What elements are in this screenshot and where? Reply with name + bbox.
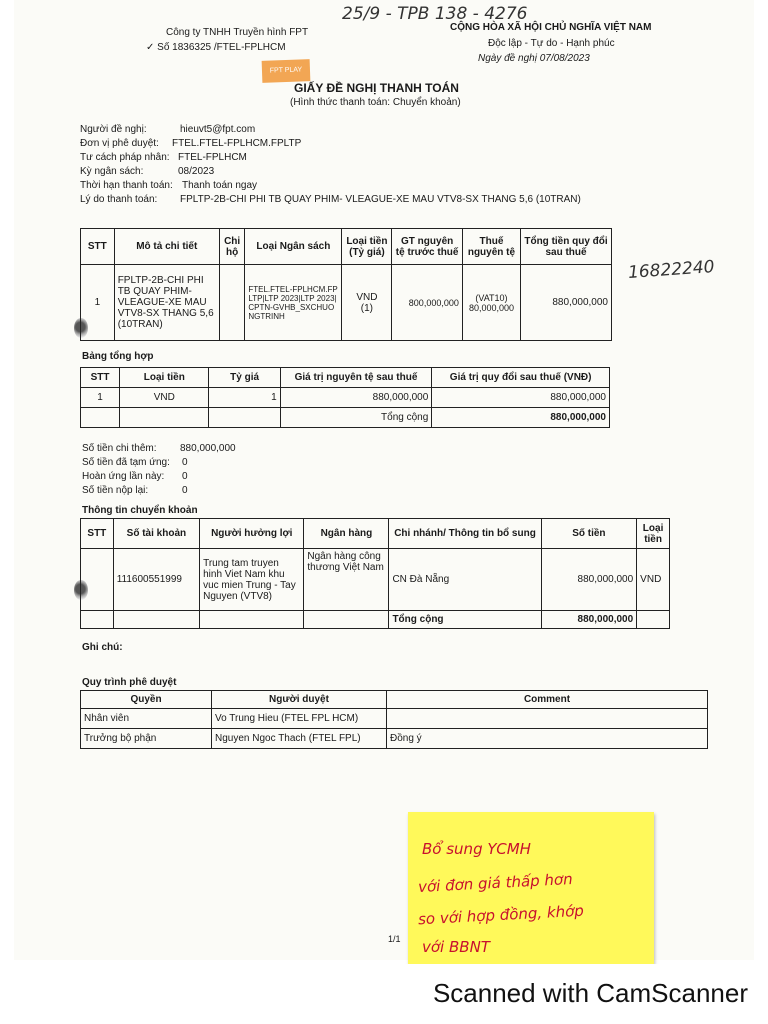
detail-tax: 80,000,000 — [468, 302, 514, 313]
approval-table — [80, 690, 708, 749]
approval-col-approver: Người duyệt — [212, 691, 387, 709]
info-value-reason: FPLTP-2B-CHI PHI TB QUAY PHIM- VLEAGUE-XE MAU VTV8-SX THANG 5,6 (10TRAN) — [180, 194, 581, 205]
detail-tax-label: (VAT10) — [475, 292, 508, 303]
amount-value-advance: 0 — [182, 457, 188, 468]
transfer-col-beneficiary: Người hưởng lợi — [200, 519, 304, 549]
info-value-budget-period: 08/2023 — [178, 166, 215, 177]
transfer-table — [80, 518, 670, 629]
info-label-deadline: Thời hạn thanh toán: — [80, 180, 173, 191]
amount-label-return: Số tiền nộp lại: — [82, 485, 149, 496]
amount-value-return: 0 — [182, 485, 188, 496]
approval-header-row — [81, 691, 708, 709]
col-pre-tax: GT nguyên tệ trước thuế — [392, 229, 462, 265]
detail-rate: (1) — [360, 302, 373, 314]
amount-value-extra: 880,000,000 — [180, 443, 236, 454]
company-doc-number: ✓ Số 1836325 /FTEL-FPLHCM — [146, 42, 286, 53]
handwritten-reference: 25/9 - TPB 138 - 4276 — [342, 4, 528, 24]
summary-empty-3 — [209, 408, 280, 428]
detail-pre-tax: 800,000,000 — [392, 265, 462, 341]
summary-value: 880,000,000 — [280, 388, 432, 408]
summary-col-rate: Tỷ giá — [209, 368, 280, 388]
transfer-empty-1 — [81, 611, 114, 629]
transfer-empty-5 — [637, 611, 670, 629]
detail-total: 880,000,000 — [521, 265, 612, 341]
approval-approver: Nguyen Ngoc Thach (FTEL FPL) — [212, 729, 387, 749]
motto: Độc lập - Tự do - Hạnh phúc — [488, 38, 615, 49]
request-date: Ngày đề nghị 07/08/2023 — [478, 53, 590, 64]
summary-stt: 1 — [81, 388, 120, 408]
summary-row — [81, 388, 610, 408]
summary-empty-1 — [81, 408, 120, 428]
handwritten-amount: 16822240 — [627, 257, 716, 283]
transfer-total-label: Tổng cộng — [389, 611, 541, 629]
info-value-unit: FTEL.FTEL-FPLHCM.FPLTP — [172, 138, 302, 149]
transfer-col-account: Số tài khoản — [113, 519, 199, 549]
summary-col-stt: STT — [81, 368, 120, 388]
notes-label: Ghi chú: — [82, 642, 123, 653]
info-value-legal: FTEL-FPLHCM — [178, 152, 247, 163]
info-label-legal: Tư cách pháp nhân: — [80, 152, 170, 163]
fpt-play-stamp — [262, 59, 311, 83]
summary-total-row — [81, 408, 610, 428]
summary-col-value: Giá trị nguyên tệ sau thuế — [280, 368, 432, 388]
sticky-line-1: Bổ sung YCMH — [422, 840, 531, 858]
transfer-empty-4 — [304, 611, 389, 629]
transfer-branch: CN Đà Nẵng — [389, 549, 541, 611]
detail-stt: 1 — [81, 265, 115, 341]
sticky-note — [408, 812, 654, 964]
col-total: Tổng tiền quy đổi sau thuế — [521, 229, 612, 265]
transfer-empty-3 — [200, 611, 304, 629]
detail-tax-cell — [462, 265, 520, 341]
amount-label-extra: Số tiền chi thêm: — [82, 443, 157, 454]
detail-currency-cell — [342, 265, 392, 341]
approval-row — [81, 709, 708, 729]
summary-col-currency: Loại tiền — [120, 368, 209, 388]
summary-col-converted: Giá trị quy đổi sau thuế (VNĐ) — [432, 368, 610, 388]
col-budget-type: Loại Ngân sách — [245, 229, 342, 265]
transfer-col-stt: STT — [81, 519, 114, 549]
summary-total: 880,000,000 — [432, 408, 610, 428]
summary-total-label: Tổng cộng — [280, 408, 432, 428]
detail-chi-ho — [219, 265, 245, 341]
transfer-row — [81, 549, 670, 611]
amount-label-advance: Số tiền đã tạm ứng: — [82, 457, 170, 468]
transfer-account: 111600551999 — [113, 549, 199, 611]
stamp-text: FPT PLAY — [269, 66, 303, 75]
transfer-stt — [81, 549, 114, 611]
company-name: Công ty TNHH Truyền hình FPT — [166, 27, 309, 38]
summary-header-row — [81, 368, 610, 388]
detail-row — [81, 265, 612, 341]
detail-table — [80, 228, 612, 341]
detail-budget: FTEL.FTEL-FPLHCM.FPLTP|LTP 2023|LTP 2023|CPTN-GVHB_SXCHUONGTRINH — [245, 265, 342, 341]
sticky-line-4: với BBNT — [422, 938, 490, 956]
col-stt: STT — [81, 229, 115, 265]
summary-rate: 1 — [209, 388, 280, 408]
nation-title: CỘNG HÒA XÃ HỘI CHỦ NGHĨA VIỆT NAM — [450, 22, 652, 33]
sticky-line-2: với đơn giá thấp hơn — [417, 869, 574, 897]
camscanner-watermark: Scanned with CamScanner — [432, 978, 748, 1008]
approval-comment — [387, 709, 708, 729]
amount-value-refund: 0 — [182, 471, 188, 482]
info-label-reason: Lý do thanh toán: — [80, 194, 158, 205]
payment-method: (Hình thức thanh toán: Chuyển khoản) — [290, 97, 461, 108]
summary-heading: Bảng tổng hợp — [82, 351, 154, 362]
detail-description: FPLTP-2B-CHI PHI TB QUAY PHIM-VLEAGUE-XE MAU VTV8-SX THANG 5,6 (10TRAN) — [114, 265, 219, 341]
col-description: Mô tả chi tiết — [114, 229, 219, 265]
summary-table — [80, 367, 610, 428]
detail-header-row — [81, 229, 612, 265]
summary-empty-2 — [120, 408, 209, 428]
approval-row — [81, 729, 708, 749]
approval-role: Trưởng bộ phận — [81, 729, 212, 749]
transfer-amount: 880,000,000 — [541, 549, 637, 611]
transfer-col-amount: Số tiền — [541, 519, 637, 549]
summary-currency: VND — [120, 388, 209, 408]
approval-col-comment: Comment — [387, 691, 708, 709]
info-label-budget-period: Kỳ ngân sách: — [80, 166, 144, 177]
col-chi-ho: Chi hộ — [219, 229, 245, 265]
approval-approver: Vo Trung Hieu (FTEL FPL HCM) — [212, 709, 387, 729]
info-value-deadline: Thanh toán ngay — [182, 180, 258, 191]
transfer-currency: VND — [637, 549, 670, 611]
approval-heading: Quy trình phê duyệt — [82, 677, 177, 688]
approval-role: Nhân viên — [81, 709, 212, 729]
summary-converted: 880,000,000 — [432, 388, 610, 408]
transfer-total-row — [81, 611, 670, 629]
info-label-unit: Đơn vị phê duyệt: — [80, 138, 159, 149]
transfer-bank: Ngân hàng công thương Việt Nam — [304, 549, 389, 611]
page-number: 1/1 — [388, 934, 401, 944]
info-value-requester: hieuvt5@fpt.com — [180, 124, 256, 135]
col-tax: Thuế nguyên tệ — [462, 229, 520, 265]
info-label-requester: Người đề nghị: — [80, 124, 147, 135]
approval-comment: Đồng ý — [387, 729, 708, 749]
col-currency: Loại tiền (Tỷ giá) — [342, 229, 392, 265]
transfer-col-branch: Chi nhánh/ Thông tin bổ sung — [389, 519, 541, 549]
transfer-total: 880,000,000 — [541, 611, 637, 629]
detail-currency: VND — [356, 291, 378, 303]
approval-col-role: Quyền — [81, 691, 212, 709]
transfer-empty-2 — [113, 611, 199, 629]
amount-label-refund: Hoàn ứng lần này: — [82, 471, 165, 482]
sticky-line-3: so với hợp đồng, khớp — [417, 901, 585, 929]
transfer-col-bank: Ngân hàng — [304, 519, 389, 549]
transfer-beneficiary: Trung tam truyen hinh Viet Nam khu vuc mien Trung - Tay Nguyen (VTV8) — [200, 549, 304, 611]
transfer-header-row — [81, 519, 670, 549]
transfer-col-currency: Loại tiền — [637, 519, 670, 549]
transfer-heading: Thông tin chuyển khoản — [82, 505, 198, 516]
document-title: GIẤY ĐỀ NGHỊ THANH TOÁN — [294, 81, 459, 95]
